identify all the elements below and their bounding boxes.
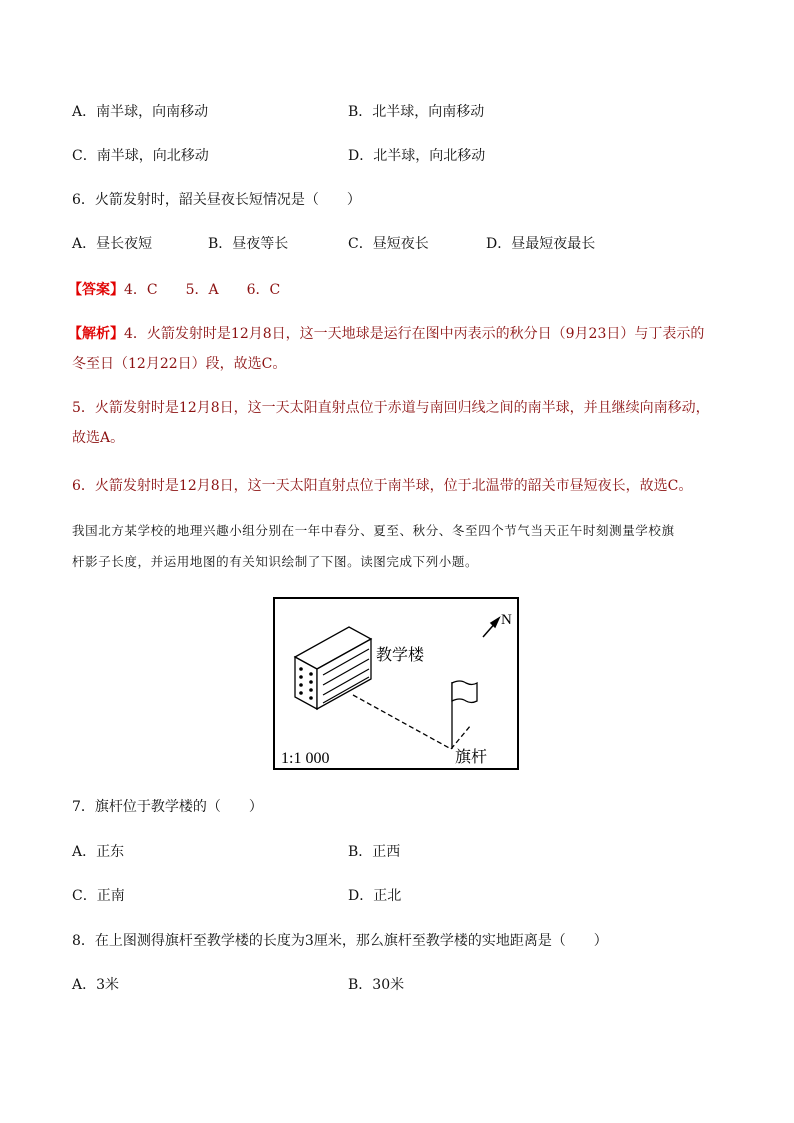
q8-option-b: B．30米 <box>348 977 405 993</box>
q7-option-c: C．正南 <box>72 888 125 904</box>
q6-option-c: C．昼短夜长 <box>348 236 429 252</box>
q5-option-d: D．北半球，向北移动 <box>348 148 486 164</box>
q8-stem: 8．在上图测得旗杆至教学楼的长度为3厘米，那么旗杆至教学楼的实地距离是（ ） <box>72 933 608 949</box>
analysis-4-text: 4．火箭发射时是12月8日，这一天地球是运行在图中丙表示的秋分日（9月23日）与丁表示的 <box>124 326 705 342</box>
answer-line <box>68 280 280 300</box>
q6-option-d: D．昼最短夜最长 <box>486 236 596 252</box>
flag-label: 旗杆 <box>455 747 488 766</box>
scale-label: 1:1 000 <box>281 750 330 767</box>
q5-option-a: A．南半球，向南移动 <box>72 104 209 120</box>
analysis-tag: 【解析】 <box>68 326 124 342</box>
q6-option-b: B．昼夜等长 <box>208 236 289 252</box>
intro-line2: 杆影子长度，并运用地图的有关知识绘制了下图。读图完成下列小题。 <box>72 554 479 569</box>
analysis-6: 6．火箭发射时是12月8日，这一天太阳直射点位于南半球，位于北温带的韶关市昼短夜长，故选C。 <box>72 478 693 494</box>
q5-option-c: C．南半球，向北移动 <box>72 148 209 164</box>
map-figure <box>273 597 519 770</box>
q7-option-d: D．正北 <box>348 888 402 904</box>
q5-option-b: B．北半球，向南移动 <box>348 104 485 120</box>
north-label: N <box>501 612 512 628</box>
q7-option-b: B．正西 <box>348 844 401 860</box>
building-label: 教学楼 <box>376 645 425 664</box>
answer-text: 4．C 5．A 6．C <box>124 282 281 298</box>
analysis-5-line2: 故选A。 <box>72 430 125 446</box>
analysis-4-line1 <box>68 324 704 344</box>
q7-stem: 7．旗杆位于教学楼的（ ） <box>72 799 263 815</box>
intro-line1: 我国北方某学校的地理兴趣小组分别在一年中春分、夏至、秋分、冬至四个节气当天正午时刻测量学校旗 <box>72 523 675 538</box>
q6-stem: 6．火箭发射时，韶关昼夜长短情况是（ ） <box>72 192 361 208</box>
analysis-5-line1: 5．火箭发射时是12月8日，这一天太阳直射点位于赤道与南回归线之间的南半球，并且继续向南移动， <box>72 400 710 416</box>
analysis-4-line2: 冬至日（12月22日）段，故选C。 <box>72 356 287 372</box>
q7-option-a: A．正东 <box>72 844 125 860</box>
q6-option-a: A．昼长夜短 <box>72 236 153 252</box>
answer-tag: 【答案】 <box>68 282 124 298</box>
q8-option-a: A．3米 <box>72 977 120 993</box>
